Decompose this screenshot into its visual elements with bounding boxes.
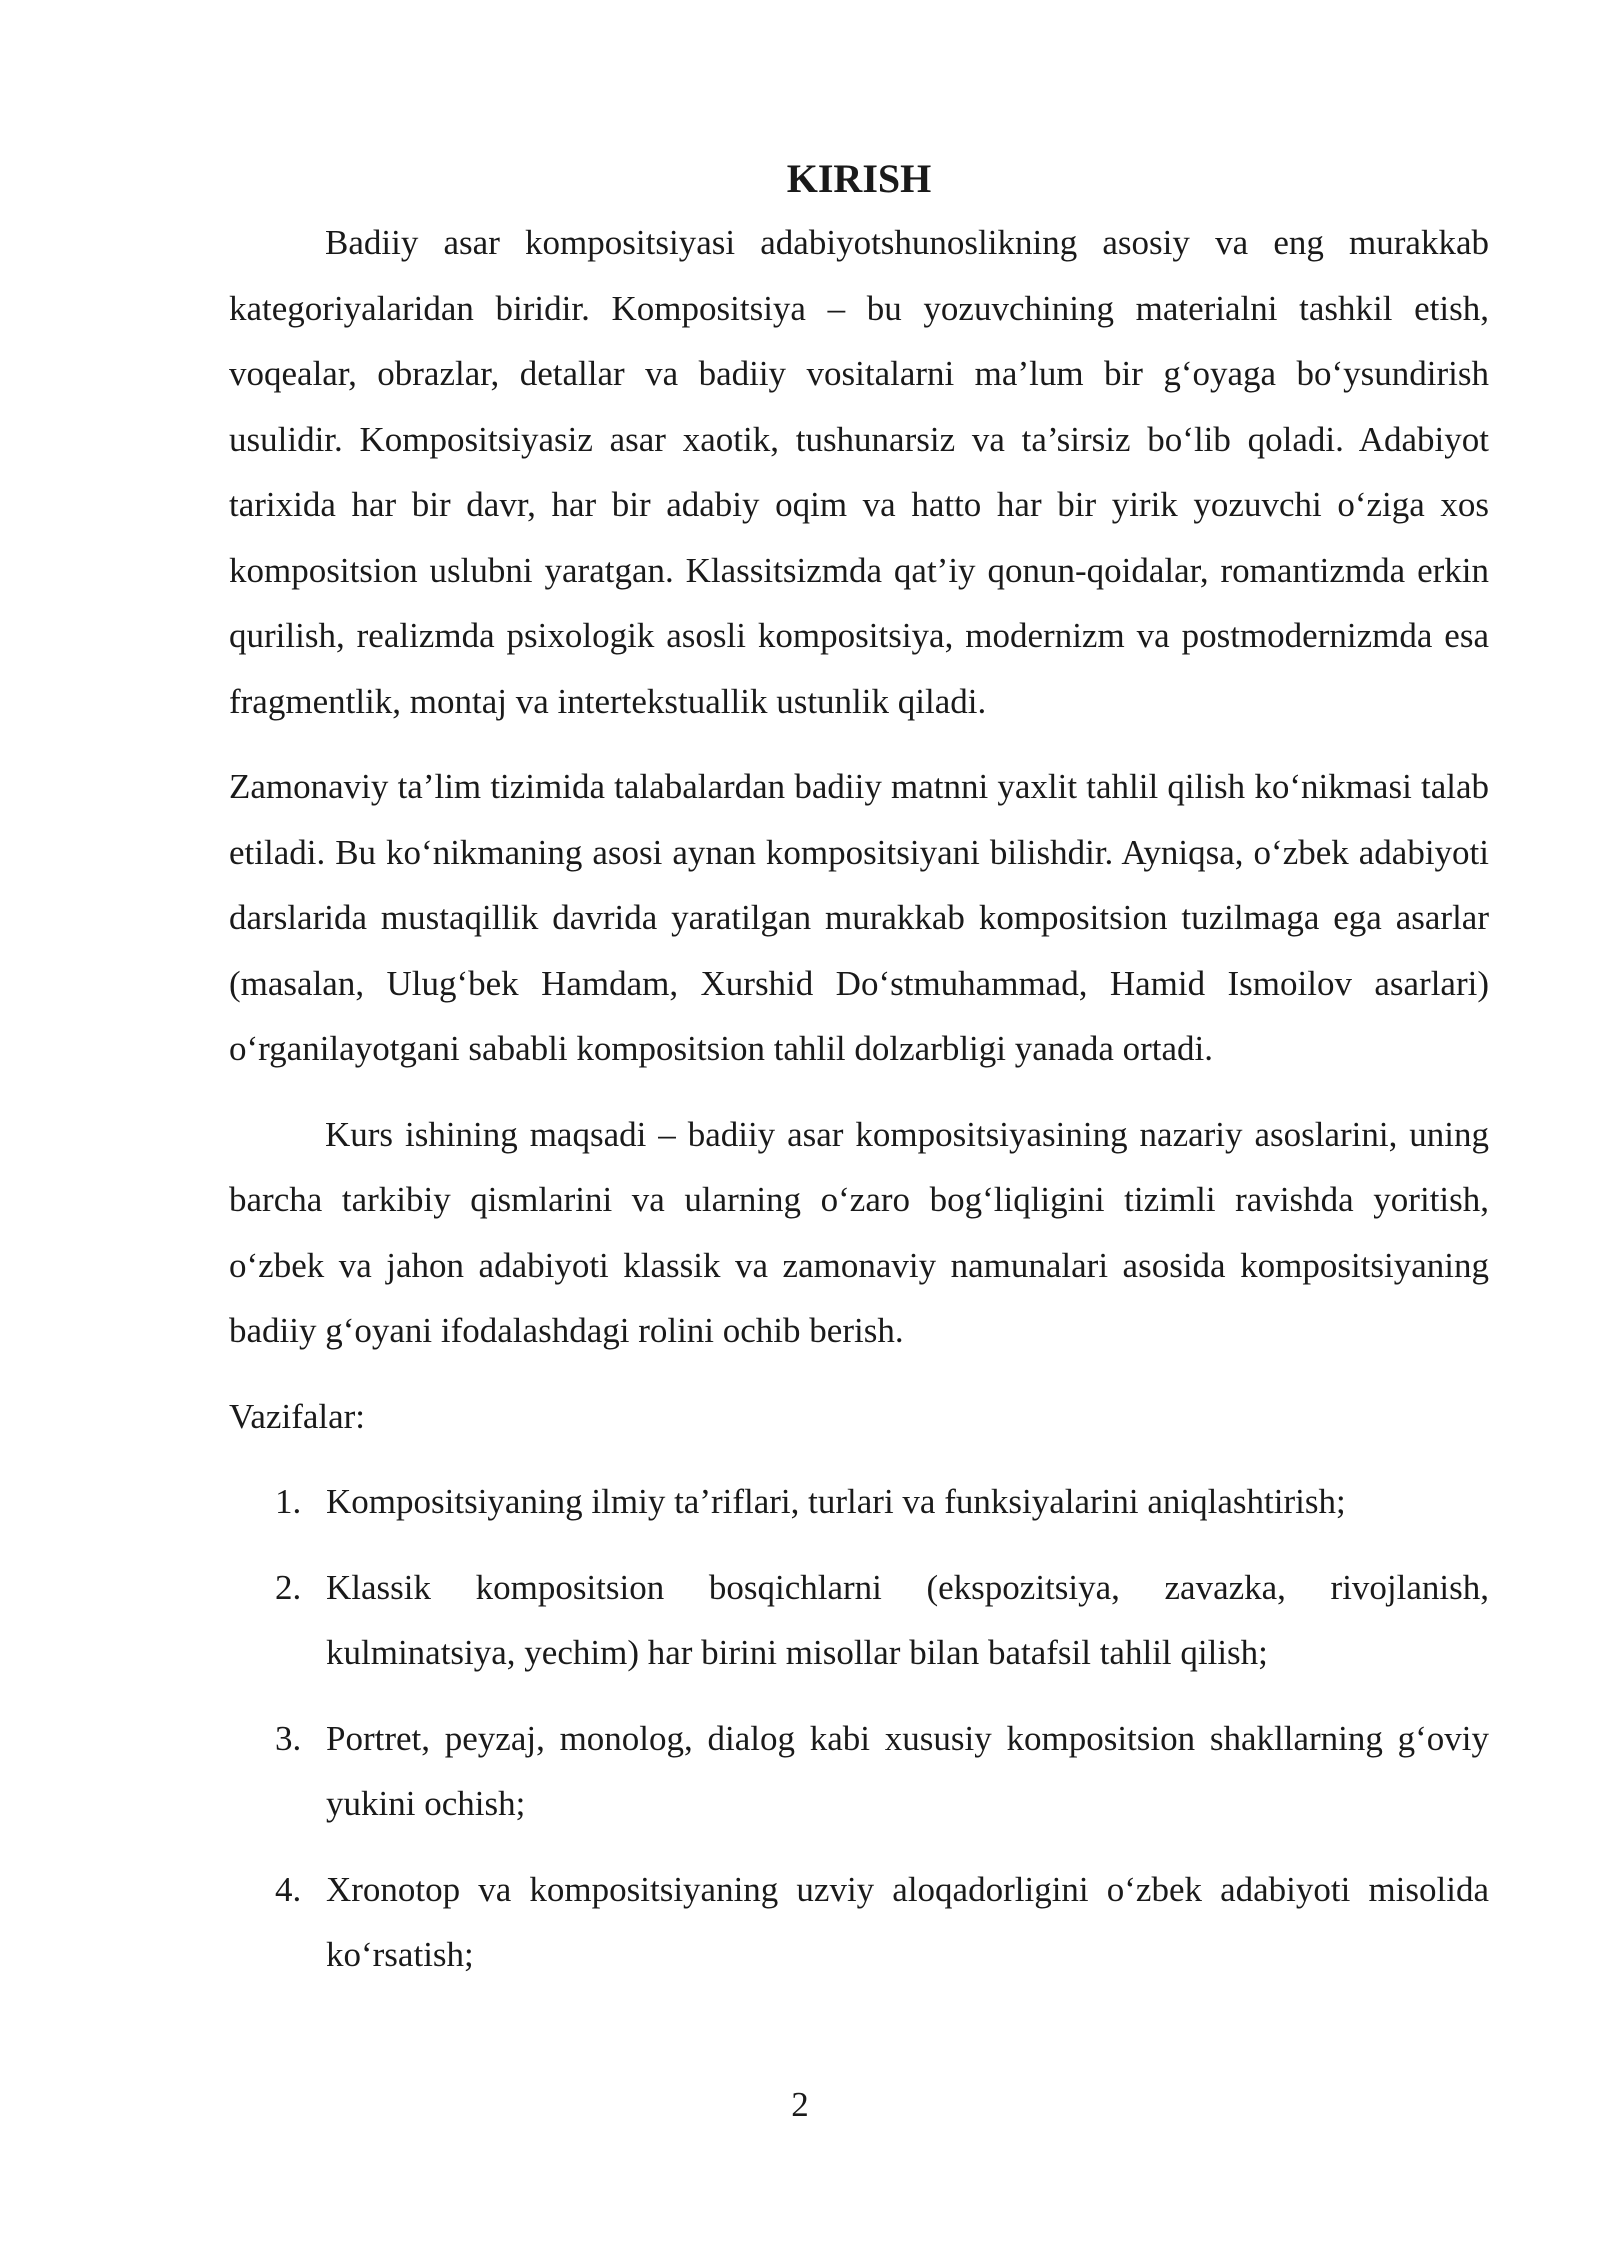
list-item-text: Kompositsiyaning ilmiy ta’riflari, turlari va funksiyalarini aniqlashtirish; xyxy=(326,1482,1346,1521)
list-item-text: Klassik kompositsion bosqichlarni (ekspozitsiya, zavazka, rivojlanish, kulminatsiya, yechim) har birini misollar bilan batafsil tahlil qilish; xyxy=(326,1567,1489,1672)
list-item xyxy=(229,1555,1489,1686)
document-title: KIRISH xyxy=(786,156,932,201)
list-item-number: 3. xyxy=(275,1718,302,1758)
tasks-heading: Vazifalar: xyxy=(229,1396,366,1436)
goal-paragraph: Kurs ishining maqsadi – badiiy asar kompositsiyasining nazariy asoslarini, uning barcha tarkibiy qismlarini va ularning o‘zaro bog‘liqligini tizimli ravishda yoritish, o‘zbek va jahon adabiyoti klassik va zamonaviy namunalari asosida kompositsiyaning badiiy g‘oyani ifodalashdagi rolini ochib berish. xyxy=(229,1114,1489,1350)
list-item-text: Xronotop va kompositsiyaning uzviy aloqadorligini o‘zbek adabiyoti misolida ko‘rsatish; xyxy=(326,1869,1489,1974)
intro-paragraph: Badiiy asar kompositsiyasi adabiyotshunoslikning asosiy va eng murakkab kategoriyalaridan biridir. Kompositsiya – bu yozuvchining materialni tashkil etish, voqealar, obrazlar, detallar va badiiy vositalarni ma’lum bir g‘oyaga bo‘ysundirish usulidir. Kompositsiyasiz asar xaotik, tushunarsiz va ta’sirsiz bo‘lib qoladi. Adabiyot tarixida har bir davr, har bir adabiy oqim va hatto har bir yirik yozuvchi o‘ziga xos kompositsion uslubni yaratgan. Klassitsizmda qat’iy qonun-qoidalar, romantizmda erkin qurilish, realizmda psixologik asosli kompositsiya, modernizm va postmodernizmda esa fragmentlik, montaj va intertekstuallik ustunlik qiladi. xyxy=(229,223,1489,721)
list-item-number: 2. xyxy=(275,1567,302,1607)
list-item-number: 1. xyxy=(275,1482,302,1521)
list-item-number: 4. xyxy=(275,1869,302,1909)
tasks-list xyxy=(229,1469,1489,1988)
relevance-paragraph: Zamonaviy ta’lim tizimida talabalardan badiiy matnni yaxlit tahlil qilish ko‘nikmasi talab etiladi. Bu ko‘nikmaning asosi aynan kompositsiyani bilishdir. Ayniqsa, o‘zbek adabiyoti darslarida mustaqillik davrida yaratilgan murakkab kompositsion tuzilmaga ega asarlar (masalan, Ulug‘bek Hamdam, Xurshid Do‘stmuhammad, Hamid Ismoilov asarlari) o‘rganilayotgani sababli kompositsion tahlil dolzarbligi yanada ortadi. xyxy=(229,767,1489,1068)
list-item-text: Portret, peyzaj, monolog, dialog kabi xususiy kompositsion shakllarning g‘oviy yukini ochish; xyxy=(326,1718,1489,1823)
list-item xyxy=(229,1469,1489,1535)
list-item xyxy=(229,1706,1489,1837)
document-page xyxy=(229,150,1489,2008)
page-number: 2 xyxy=(791,2085,809,2124)
list-item xyxy=(229,1857,1489,1988)
